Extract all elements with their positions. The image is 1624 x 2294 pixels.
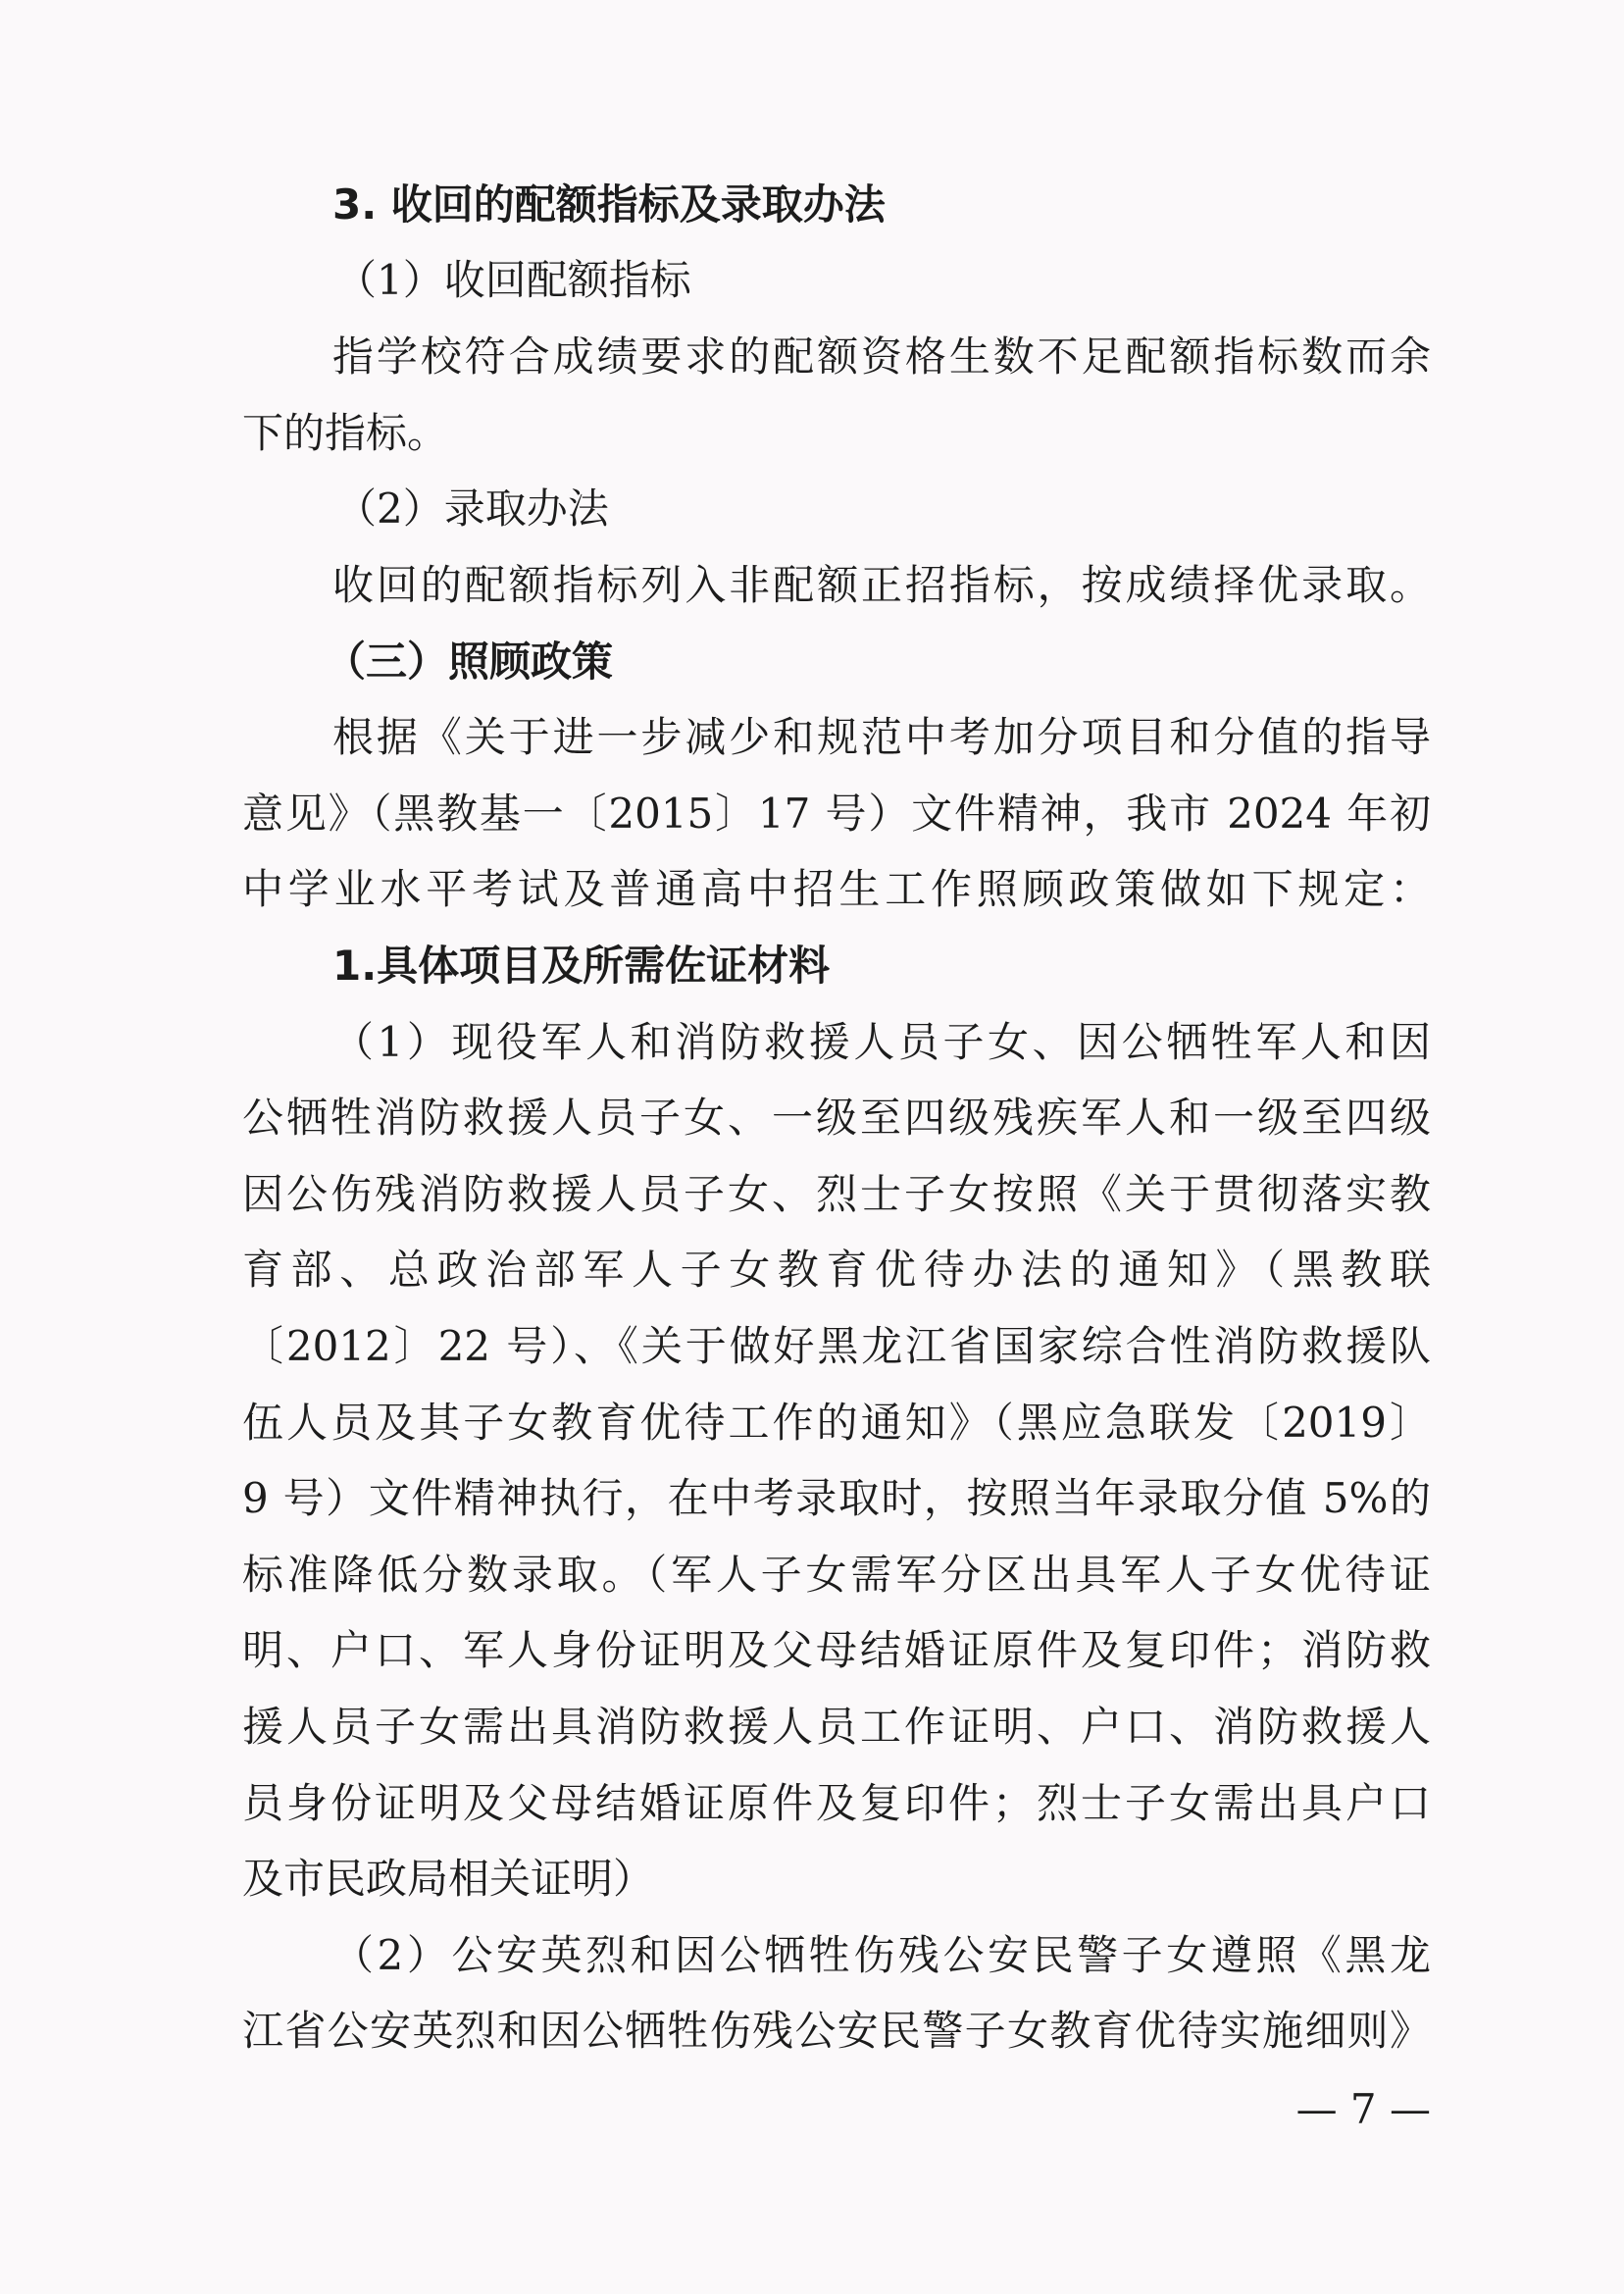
text-line: 明、户口、军人身份证明及父母结婚证原件及复印件；消防救: [242, 1626, 1431, 1674]
text-line: 及市民政局相关证明）: [242, 1855, 655, 1903]
text-line: 育部、总政治部军人子女教育优待办法的通知》（黑教联: [242, 1246, 1431, 1294]
text-line: （2）公安英烈和因公牺牲伤残公安民警子女遵照《黑龙: [332, 1931, 1431, 1979]
text-line: 〔2012〕22 号）、《关于做好黑龙江省国家综合性消防救援队: [242, 1322, 1431, 1370]
text-line: 援人员子女需出具消防救援人员工作证明、户口、消防救援人: [242, 1703, 1431, 1751]
text-line: 员身份证明及父母结婚证原件及复印件；烈士子女需出具户口: [242, 1779, 1431, 1827]
text-line: 公牺牲消防救援人员子女、一级至四级残疾军人和一级至四级: [242, 1094, 1431, 1142]
heading-quota-recovery: 3. 收回的配额指标及录取办法: [332, 180, 886, 229]
text-line: 根据《关于进一步减少和规范中考加分项目和分值的指导: [332, 713, 1431, 761]
text-line: 下的指标。: [242, 409, 449, 457]
text-line: 中学业水平考试及普通高中招生工作照顾政策做如下规定：: [242, 865, 1431, 913]
text-line: 标准降低分数录取。（军人子女需军分区出具军人子女优待证: [242, 1551, 1431, 1599]
text-line: 江省公安英烈和因公牺牲伤残公安民警子女教育优待实施细则》: [242, 2007, 1431, 2055]
heading-specific-items: 1.具体项目及所需佐证材料: [332, 942, 831, 990]
text-line: 因公伤残消防救援人员子女、烈士子女按照《关于贯彻落实教: [242, 1170, 1431, 1218]
subheading-recovered-quota: （1）收回配额指标: [335, 256, 691, 304]
text-line: 收回的配额指标列入非配额正招指标，按成绩择优录取。: [332, 561, 1431, 609]
text-line: 伍人员及其子女教育优待工作的通知》（黑应急联发〔2019〕: [242, 1399, 1431, 1447]
section-heading-care-policy: （三）照顾政策: [325, 637, 614, 686]
subheading-admission-method: （2）录取办法: [335, 484, 609, 533]
text-line: 9 号）文件精神执行，在中考录取时，按照当年录取分值 5%的: [242, 1474, 1431, 1522]
page-number: — 7 —: [1295, 2085, 1431, 2133]
text-line: 意见》（黑教基一〔2015〕17 号）文件精神，我市 2024 年初: [242, 790, 1431, 838]
text-line: 指学校符合成绩要求的配额资格生数不足配额指标数而余: [332, 332, 1431, 381]
text-line: （1）现役军人和消防救援人员子女、因公牺牲军人和因: [332, 1018, 1431, 1066]
